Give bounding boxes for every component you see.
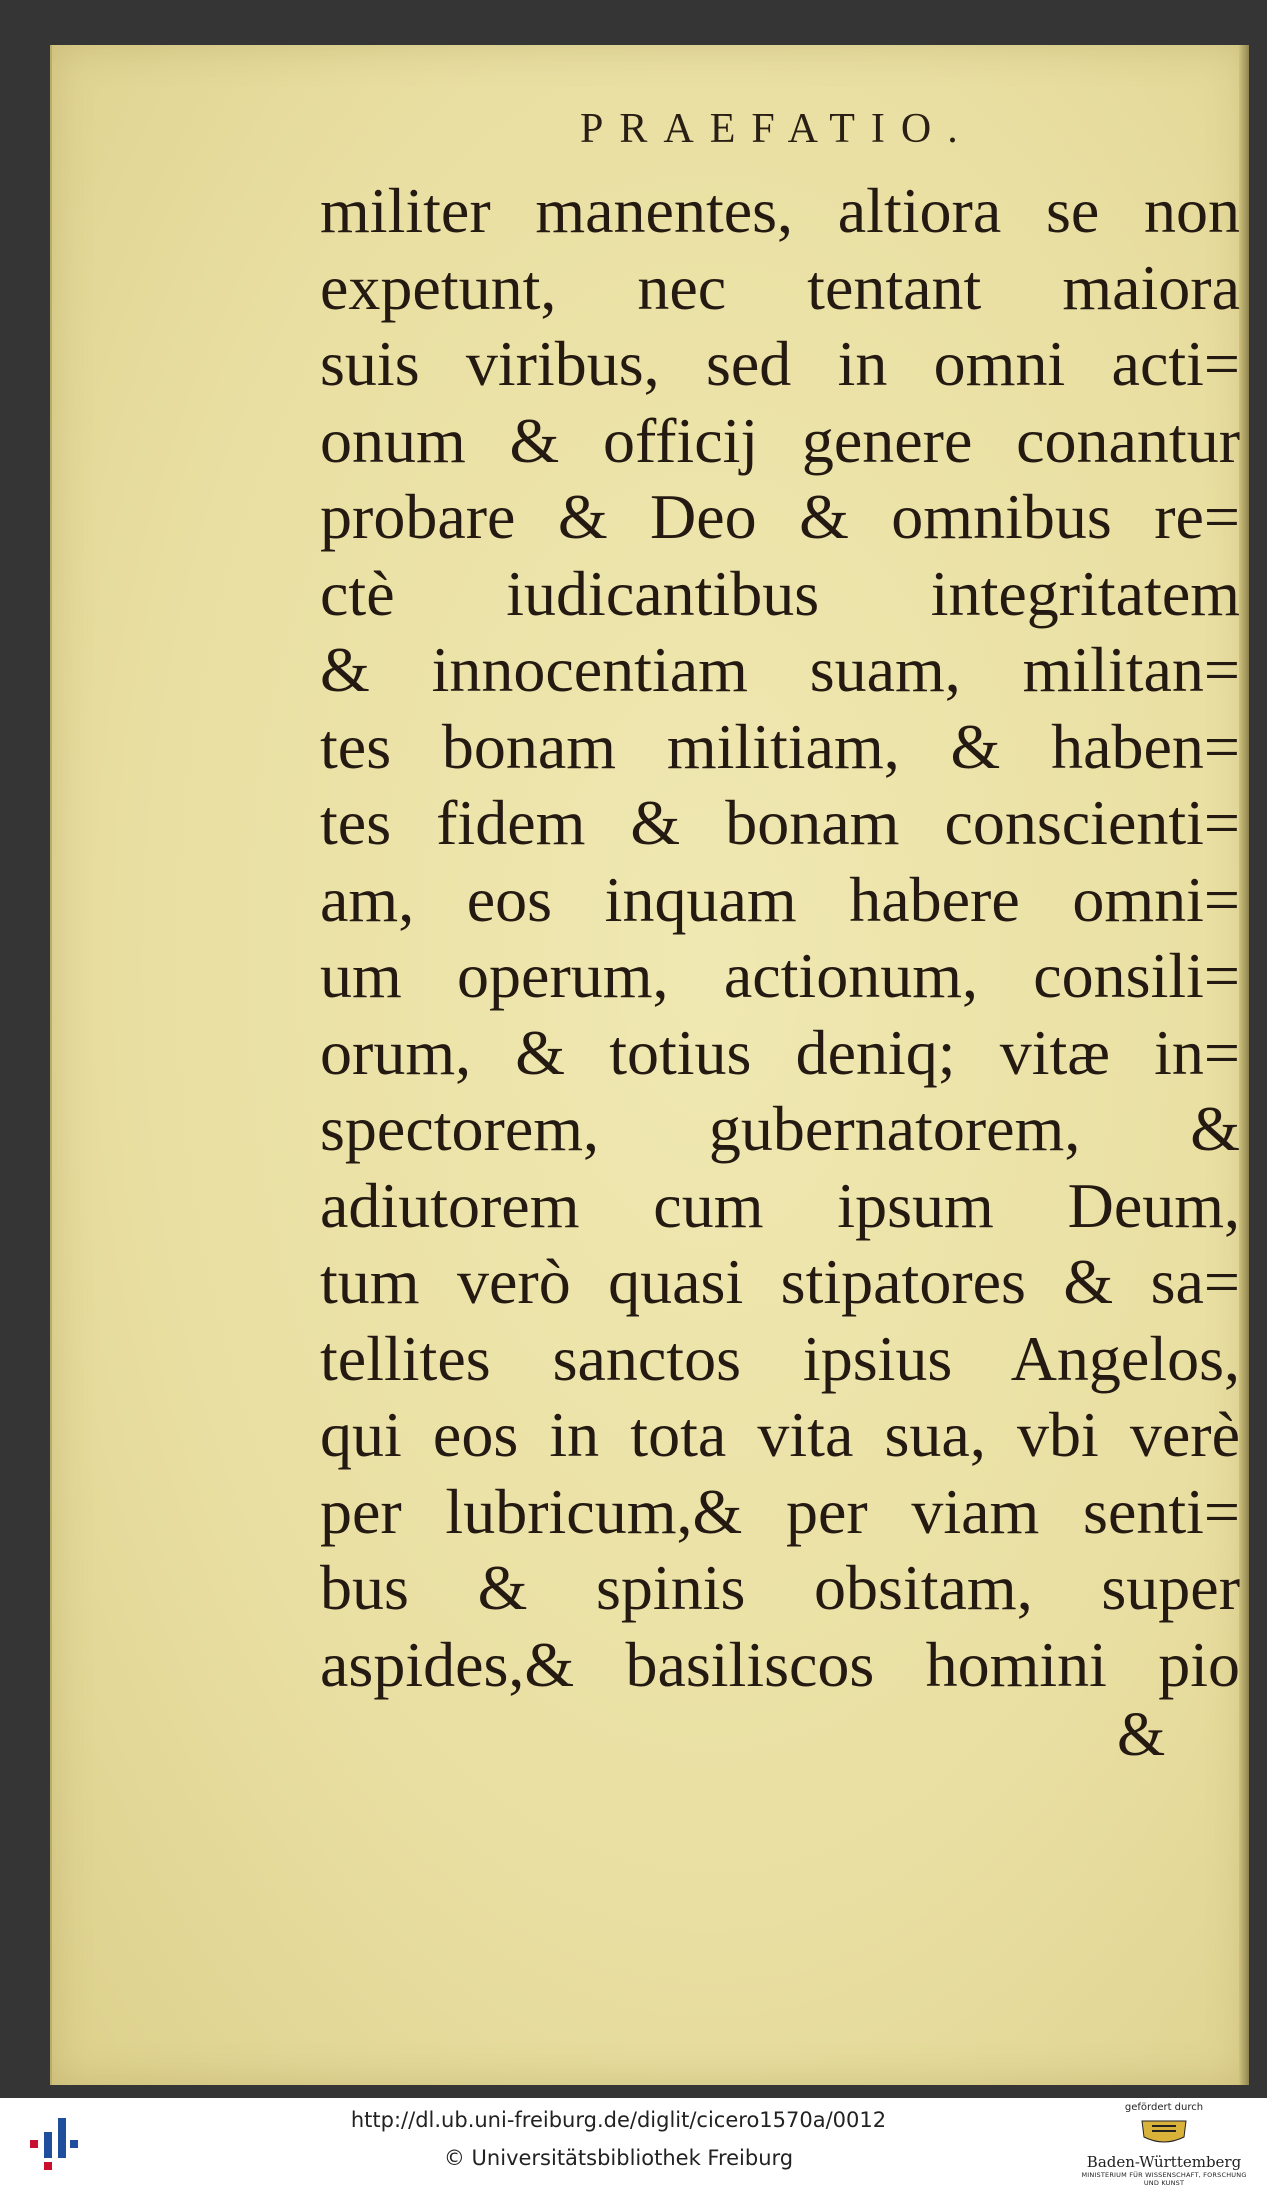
- sponsor-name: Baden-Württemberg: [1086, 2153, 1242, 2171]
- book-page: [50, 45, 1247, 2085]
- text-line: tes fidem & bonam conscienti=: [320, 787, 1240, 858]
- text-line: tes bonam militiam, & haben=: [320, 710, 1240, 782]
- footer-bar: [0, 2098, 1267, 2189]
- text-line: militer manentes, altiora se non: [320, 175, 1240, 246]
- page-edge: [1239, 45, 1249, 2085]
- text-line: & innocentiam suam, militan=: [320, 634, 1240, 705]
- text-line: am, eos inquam habere omni=: [320, 863, 1240, 935]
- text-line: bus & spinis obsitam, super: [320, 1552, 1240, 1623]
- copyright-text: © Universitätsbibliothek Freiburg: [443, 2146, 794, 2170]
- sponsor-block: [1079, 2102, 1249, 2187]
- text-line: adiutorem cum ipsum Deum,: [320, 1169, 1240, 1241]
- text-line: suis viribus, sed in omni acti=: [320, 328, 1240, 399]
- text-line: per lubricum,& per viam senti=: [320, 1475, 1240, 1547]
- text-line: probare & Deo & omnibus re=: [320, 481, 1240, 552]
- text-line: tellites sanctos ipsius Angelos,: [320, 1322, 1240, 1394]
- text-line: orum, & totius deniq; vitæ in=: [320, 1016, 1240, 1088]
- sponsor-label: gefördert durch: [1124, 2102, 1204, 2113]
- text-line: spectorem, gubernatorem, &: [320, 1093, 1240, 1164]
- text-line: qui eos in tota vita sua, vbi verè: [320, 1399, 1240, 1470]
- text-line: tum verò quasi stipatores & sa=: [320, 1246, 1240, 1317]
- text-line: ctè iudicantibus integritatem: [320, 557, 1240, 629]
- text-line: expetunt, nec tentant maiora: [320, 251, 1240, 323]
- running-head: PRAEFATIO.: [580, 106, 974, 152]
- state-crest-icon: [1134, 2117, 1194, 2147]
- permalink-url[interactable]: http://dl.ub.uni-freiburg.de/diglit/cicero1570a/0012: [350, 2108, 887, 2132]
- catchword: &: [1117, 1701, 1166, 1769]
- text-line: aspides,& basiliscos homini pio: [320, 1628, 1240, 1700]
- sponsor-subtitle: MINISTERIUM FÜR WISSENSCHAFT, FORSCHUNG UND KUNST: [1081, 2171, 1247, 2187]
- text-line: um operum, actionum, consili=: [320, 940, 1240, 1011]
- text-block: [320, 173, 1240, 1703]
- text-line: onum & officij genere conantur: [320, 404, 1240, 476]
